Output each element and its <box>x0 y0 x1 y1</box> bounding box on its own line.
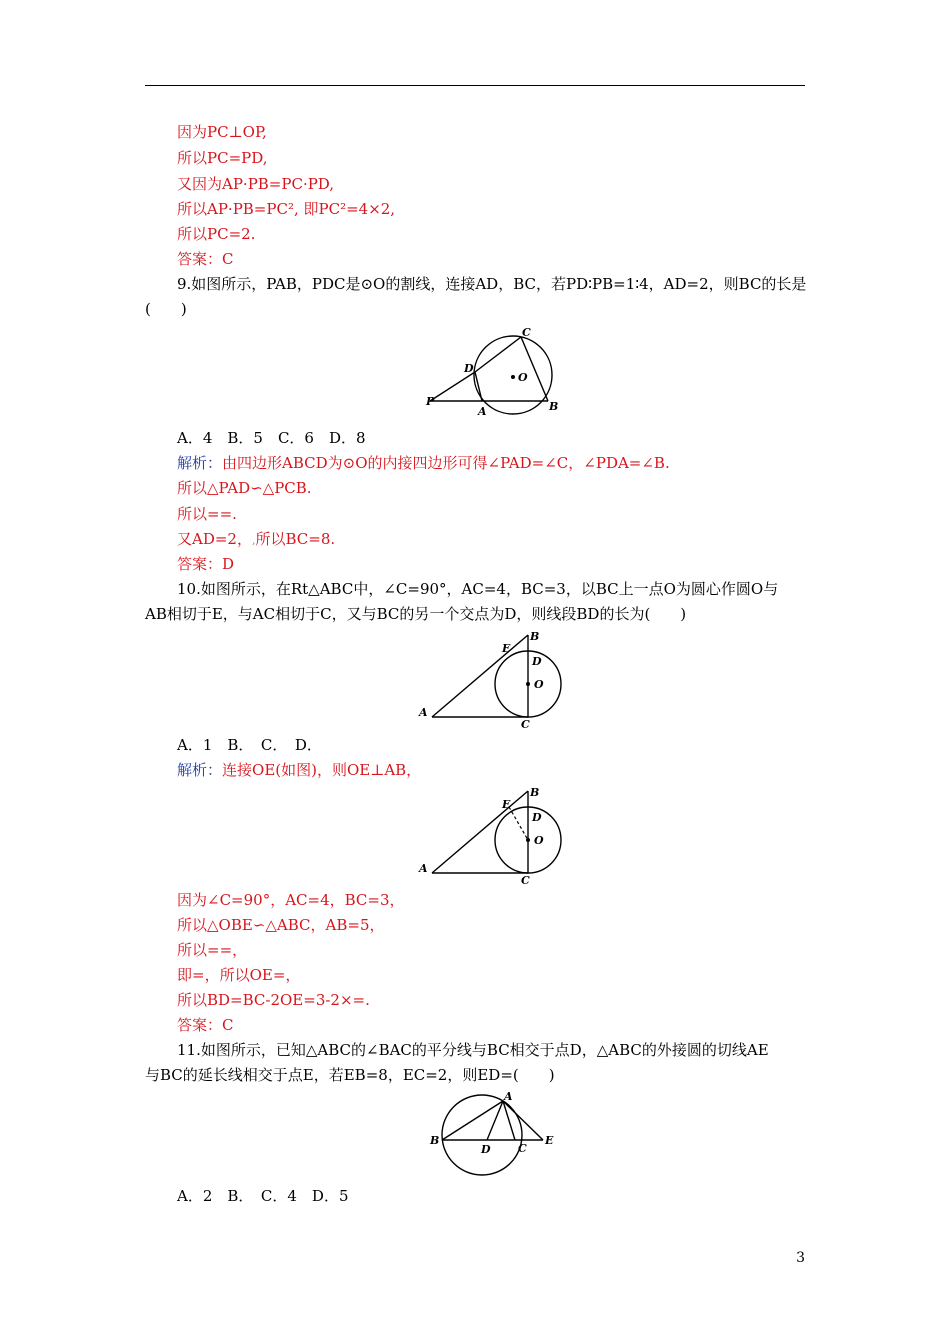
analysis-label: 解析： <box>177 454 223 472</box>
analysis-line: 所以BD=BC-2OE=3-2×=. <box>177 991 370 1009</box>
question-11-stem: 11.如图所示，已知△ABC的∠BAC的平分线与BC相交于点D，△ABC的外接圆的切线AE <box>177 1041 769 1059</box>
label-A: A <box>419 706 428 719</box>
question-9-options: A．4 B．5 C．6 D．8 <box>177 429 366 447</box>
label-P: P <box>426 395 435 408</box>
label-D: D <box>464 362 474 375</box>
analysis-label: 解析： <box>177 761 223 779</box>
analysis-line: 所以==. <box>177 505 237 523</box>
analysis-line: 所以△OBE∽△ABC，AB=5， <box>177 916 385 934</box>
question-9-stem: 9.如图所示，PAB，PDC是⊙O的割线，连接AD，BC，若PD∶PB=1∶4，AD=2，则BC的长是 <box>177 275 807 293</box>
label-A: A <box>504 1090 513 1103</box>
label-B: B <box>430 1134 440 1147</box>
question-10-stem-2: AB相切于E，与AC相切于C，又与BC的另一个交点为D，则线段BD的长为( ) <box>145 605 687 623</box>
analysis-text: 又AD=2， <box>177 530 252 548</box>
analysis-text: 所以BC=8. <box>255 530 336 548</box>
solution-line: 因为PC⊥OP, <box>177 123 267 141</box>
label-E: E <box>502 642 511 655</box>
question-11-options: A．2 B． C．4 D．5 <box>177 1187 349 1205</box>
label-C: C <box>518 1142 527 1155</box>
analysis-text: 由四边形ABCD为⊙O的内接四边形可得∠PAD=∠C，∠PDA=∠B. <box>222 454 670 472</box>
label-B: B <box>530 630 540 643</box>
label-O: O <box>534 834 544 847</box>
label-D: D <box>532 811 542 824</box>
question-9-stem-paren: ( ) <box>145 300 187 318</box>
header-rule <box>145 85 805 86</box>
label-C: C <box>522 326 531 339</box>
analysis-line: 因为∠C=90°，AC=4，BC=3， <box>177 891 405 909</box>
analysis-line: 即=，所以OE=， <box>177 966 301 984</box>
question-11-stem-2: 与BC的延长线相交于点E，若EB=8，EC=2，则ED=( ) <box>145 1066 555 1084</box>
label-A: A <box>478 405 487 418</box>
label-B: B <box>549 400 559 413</box>
label-E: E <box>502 798 511 811</box>
solution-line: 所以PC=PD, <box>177 149 268 167</box>
analysis-line <box>177 529 335 551</box>
answer-line: 答案：D <box>177 555 235 573</box>
label-D: D <box>532 655 542 668</box>
figure-q11 <box>425 1090 565 1182</box>
figure-q10 <box>415 628 575 732</box>
label-E: E <box>545 1134 554 1147</box>
comma-mark: , <box>251 534 256 547</box>
page-number: 3 <box>796 1250 805 1266</box>
question-10-stem: 10.如图所示，在Rt△ABC中，∠C=90°，AC=4，BC=3，以BC上一点O为圆心作圆O与 <box>177 580 779 598</box>
answer-line: 答案：C <box>177 250 234 268</box>
solution-line: 又因为AP·PB=PC·PD, <box>177 175 335 193</box>
label-O: O <box>534 678 544 691</box>
label-A: A <box>419 862 428 875</box>
label-C: C <box>521 874 530 887</box>
question-10-options: A．1 B． C． D． <box>177 736 322 754</box>
label-D: D <box>481 1143 491 1156</box>
label-O: O <box>518 371 528 384</box>
solution-line: 所以AP·PB=PC², 即PC²=4×2, <box>177 200 396 218</box>
analysis-line-10 <box>177 760 421 780</box>
analysis-line-9 <box>177 453 670 473</box>
analysis-text: 连接OE(如图)，则OE⊥AB， <box>222 761 422 779</box>
analysis-line: 所以△PAD∽△PCB. <box>177 479 312 497</box>
answer-line: 答案：C <box>177 1016 234 1034</box>
figure-q10-solution <box>415 784 575 888</box>
label-C: C <box>521 718 530 731</box>
analysis-line: 所以==， <box>177 941 248 959</box>
solution-line: 所以PC=2. <box>177 225 256 243</box>
figure-q9 <box>420 322 570 422</box>
label-B: B <box>530 786 540 799</box>
